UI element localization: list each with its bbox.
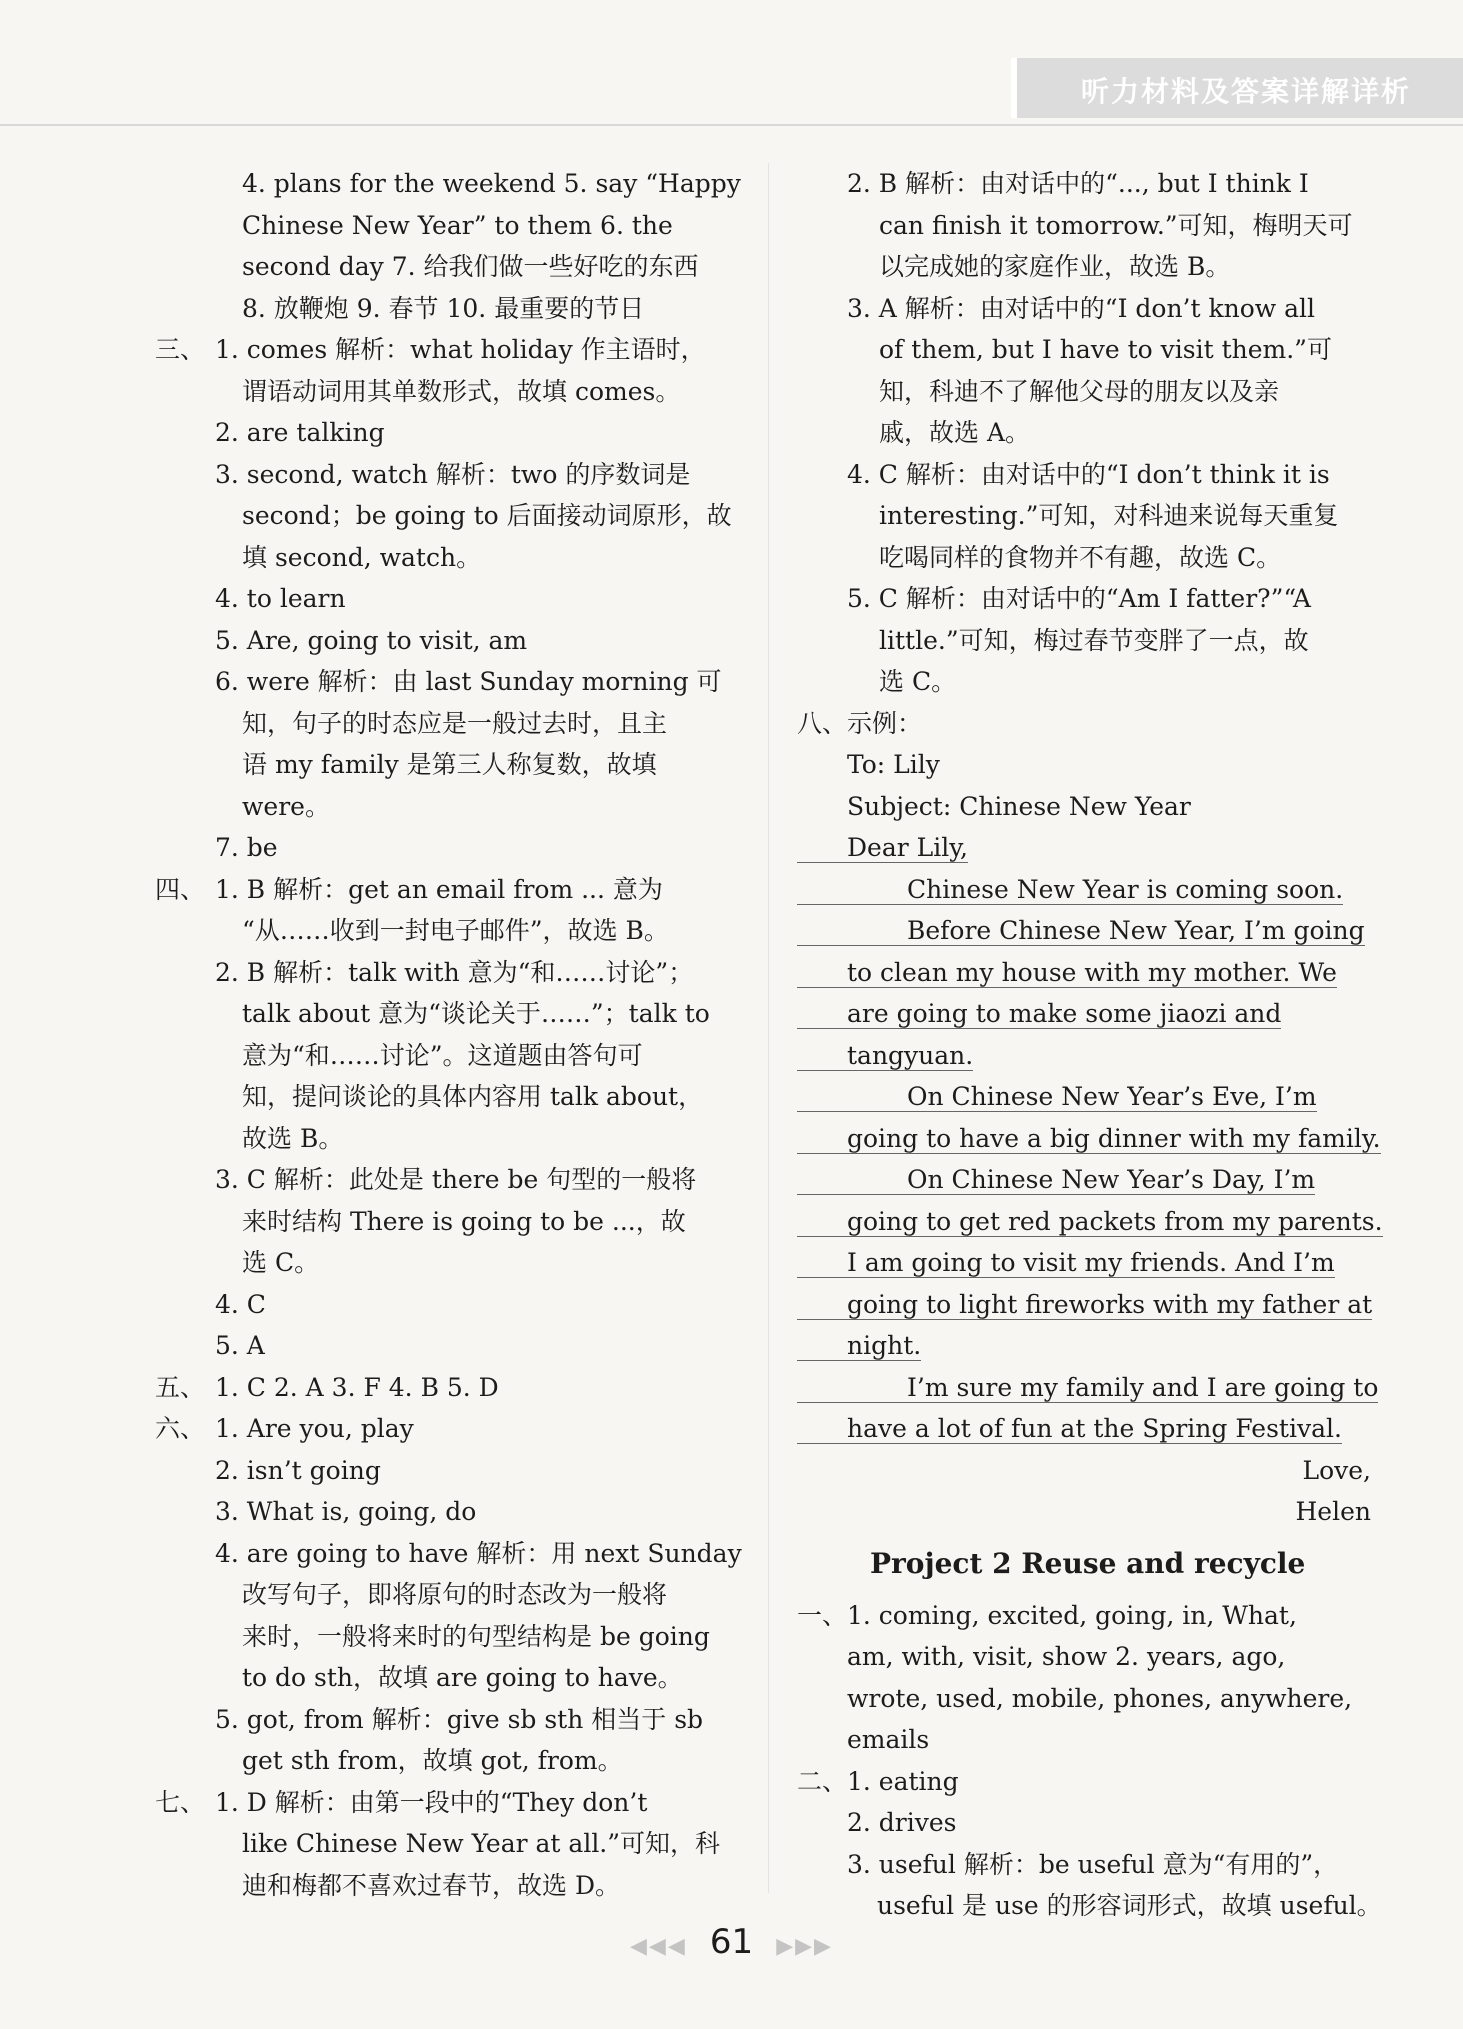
- letter-line: [797, 1367, 1377, 1409]
- answer-text: 迪和梅都不喜欢过春节，故选 D。: [242, 1870, 620, 1900]
- answer-line: [155, 744, 740, 786]
- answer-line: [797, 412, 1377, 454]
- answer-line: [155, 329, 740, 371]
- answer-line: [797, 371, 1377, 413]
- answer-line: [797, 703, 1377, 745]
- answer-text: 1. coming, excited, going, in, What,: [847, 1600, 1297, 1630]
- next-arrows-icon: ▶▶▶: [776, 1934, 833, 1959]
- answer-line: [797, 288, 1377, 330]
- letter-line: [797, 1491, 1377, 1533]
- answer-line: [155, 1616, 740, 1658]
- answer-text: emails: [847, 1725, 930, 1754]
- answer-text: second day 7. 给我们做一些好吃的东西: [242, 252, 699, 281]
- answer-line: [155, 288, 740, 330]
- answer-line: [797, 495, 1377, 537]
- answer-text: 4. C: [215, 1289, 266, 1319]
- answer-line: [155, 1367, 740, 1409]
- answer-line: [155, 786, 740, 828]
- answer-text: 5. got, from 解析：give sb sth 相当于 sb: [215, 1704, 704, 1734]
- answer-text: 八、示例：: [797, 708, 923, 738]
- answer-line: [155, 1865, 740, 1907]
- answer-text: 2. drives: [847, 1808, 957, 1837]
- answer-line: [155, 1657, 740, 1699]
- section-marker: 二、: [797, 1766, 848, 1796]
- header-title: 听力材料及答案详解详析: [1081, 75, 1412, 108]
- answer-text: 故选 B。: [242, 1123, 344, 1153]
- letter-line: [797, 1201, 1383, 1243]
- answer-line: [155, 661, 740, 703]
- answer-text: 6. were 解析：由 last Sunday morning 可: [215, 667, 722, 696]
- letter-text: On Chinese New Year’s Eve, I’m: [797, 1082, 1317, 1112]
- answer-text: 7. be: [215, 833, 278, 862]
- letter-text: Love,: [1302, 1455, 1371, 1485]
- letter-line: [797, 827, 1377, 869]
- letter-line: [797, 952, 1377, 994]
- page-footer: [0, 1922, 1463, 1962]
- letter-text: have a lot of fun at the Spring Festival.: [797, 1414, 1342, 1444]
- answer-line: [155, 1740, 740, 1782]
- answer-text: 5. C 解析：由对话中的“Am I fatter?”“A: [847, 584, 1311, 613]
- answer-line: [797, 205, 1377, 247]
- letter-text: Before Chinese New Year, I’m going: [797, 916, 1365, 946]
- answer-line: [797, 661, 1377, 703]
- answer-text: 1. D 解析：由第一段中的“They don’t: [215, 1787, 648, 1817]
- answer-text: 4. are going to have 解析：用 next Sunday: [215, 1538, 742, 1568]
- answer-text: 2. B 解析：talk with 意为“和……讨论”；: [215, 957, 694, 987]
- answer-text: 吃喝同样的食物并不有趣，故选 C。: [879, 542, 1282, 572]
- section-marker: 五、: [155, 1372, 206, 1402]
- answer-line: [155, 869, 740, 911]
- letter-line: [797, 1325, 1377, 1367]
- answer-text: 2. are talking: [215, 418, 385, 447]
- letter-text: going to have a big dinner with my family.: [797, 1124, 1381, 1154]
- answer-line: [797, 1719, 1377, 1761]
- letter-text: I’m sure my family and I are going to: [797, 1373, 1378, 1403]
- answer-text: 5. Are, going to visit, am: [215, 625, 528, 655]
- answer-line: [155, 412, 740, 454]
- answer-text: 2. B 解析：由对话中的“..., but I think I: [847, 169, 1309, 198]
- answer-line: [155, 1159, 740, 1201]
- answer-text: of them, but I have to visit them.”可: [879, 335, 1332, 364]
- answer-line: [155, 1325, 740, 1367]
- letter-line: [797, 1242, 1377, 1284]
- answer-line: [797, 578, 1377, 620]
- letter-text: To: Lily: [847, 750, 940, 779]
- answer-text: 3. A 解析：由对话中的“I don’t know all: [847, 293, 1316, 323]
- answer-text: can finish it tomorrow.”可知，梅明天可: [879, 210, 1353, 240]
- letter-text: Helen: [1295, 1497, 1371, 1526]
- answer-line: [155, 537, 740, 579]
- answer-line: [155, 1782, 740, 1824]
- answer-line: [155, 952, 740, 994]
- answer-text: 3. second, watch 解析：two 的序数词是: [215, 459, 691, 489]
- letter-line: [797, 1408, 1377, 1450]
- answer-line: [155, 495, 740, 537]
- answer-text: to do sth，故填 are going to have。: [242, 1663, 683, 1692]
- answer-text: 填 second, watch。: [242, 542, 482, 572]
- section-title: Project 2 Reuse and recycle: [870, 1546, 1306, 1580]
- answer-line: [797, 329, 1377, 371]
- answer-line: [155, 993, 740, 1035]
- answer-text: 来时结构 There is going to be ...，故: [242, 1206, 686, 1236]
- answer-text: 以完成她的家庭作业，故选 B。: [879, 252, 1231, 281]
- answer-line: [797, 1636, 1377, 1678]
- answer-line: [155, 1035, 740, 1077]
- answer-text: 5. A: [215, 1331, 265, 1360]
- answer-text: wrote, used, mobile, phones, anywhere,: [847, 1683, 1353, 1713]
- answer-line: [155, 1574, 740, 1616]
- answer-line: [797, 246, 1377, 288]
- column-divider: [768, 163, 769, 1893]
- letter-text: to clean my house with my mother. We: [797, 958, 1337, 988]
- answer-text: 2. isn’t going: [215, 1455, 381, 1485]
- answer-line: [797, 1885, 1382, 1927]
- letter-line: [797, 993, 1377, 1035]
- letter-line: [797, 1450, 1377, 1492]
- letter-line: [797, 1076, 1377, 1118]
- answer-line: [155, 246, 740, 288]
- answer-text: were。: [242, 791, 330, 821]
- answer-line: [155, 827, 740, 869]
- answer-text: get sth from，故填 got, from。: [242, 1746, 623, 1775]
- answer-text: useful 是 use 的形容词形式，故填 useful。: [877, 1891, 1382, 1920]
- answer-text: 谓语动词用其单数形式，故填 comes。: [242, 376, 681, 406]
- letter-text: are going to make some jiaozi and: [797, 999, 1281, 1029]
- answer-line: [155, 1699, 740, 1741]
- answer-text: interesting.”可知，对科迪来说每天重复: [879, 501, 1339, 530]
- answer-text: 3. useful 解析：be useful 意为“有用的”，: [847, 1849, 1339, 1879]
- letter-line: [797, 869, 1377, 911]
- answer-text: talk about 意为“谈论关于……”；talk to: [242, 999, 710, 1028]
- answer-line: [155, 1533, 740, 1575]
- letter-text: Dear Lily,: [797, 833, 968, 863]
- answer-text: like Chinese New Year at all.”可知，科: [242, 1829, 721, 1858]
- section-marker: 四、: [155, 874, 206, 904]
- prev-arrows-icon: ◀◀◀: [630, 1934, 687, 1959]
- letter-text: On Chinese New Year’s Day, I’m: [797, 1165, 1315, 1195]
- header-tab: [1011, 58, 1463, 118]
- right-column: [797, 163, 1383, 1927]
- answer-line: [797, 1595, 1377, 1637]
- letter-text: going to get red packets from my parents.: [797, 1207, 1383, 1237]
- letter-line: [797, 910, 1377, 952]
- answer-text: 意为“和……讨论”。这道题由答句可: [242, 1040, 643, 1070]
- section-marker: 六、: [155, 1414, 206, 1443]
- answer-text: Chinese New Year” to them 6. the: [242, 210, 673, 240]
- answer-line: [155, 163, 740, 205]
- letter-line: [797, 786, 1377, 828]
- answer-text: 语 my family 是第三人称复数，故填: [242, 750, 657, 779]
- answer-line: [155, 910, 740, 952]
- letter-line: [797, 1159, 1377, 1201]
- answer-text: “从……收到一封电子邮件”，故选 B。: [242, 916, 669, 945]
- letter-text: going to light fireworks with my father at: [797, 1290, 1372, 1320]
- answer-text: 来时，一般将来时的句型结构是 be going: [242, 1621, 710, 1651]
- answer-line: [155, 371, 740, 413]
- answer-line: [797, 454, 1377, 496]
- answer-text: am, with, visit, show 2. years, ago,: [847, 1642, 1286, 1671]
- answer-line: [155, 1284, 740, 1326]
- section-marker: 三、: [155, 335, 206, 364]
- answer-text: 4. to learn: [215, 584, 346, 613]
- answer-line: [797, 1844, 1377, 1886]
- page-number: 61: [709, 1922, 754, 1962]
- section-marker: 七、: [155, 1787, 206, 1817]
- answer-text: 3. What is, going, do: [215, 1497, 477, 1526]
- answer-text: 8. 放鞭炮 9. 春节 10. 最重要的节日: [242, 293, 645, 323]
- answer-text: 知，提问谈论的具体内容用 talk about，: [242, 1082, 704, 1111]
- letter-text: Subject: Chinese New Year: [847, 791, 1191, 821]
- letter-text: Chinese New Year is coming soon.: [797, 875, 1343, 905]
- answer-line: [155, 1408, 740, 1450]
- answer-line: [155, 1823, 740, 1865]
- answer-text: 1. comes 解析：what holiday 作主语时，: [215, 335, 706, 364]
- answer-line: [155, 1201, 740, 1243]
- answer-text: second；be going to 后面接动词原形，故: [242, 501, 732, 530]
- letter-text: night.: [797, 1331, 921, 1361]
- letter-line: [797, 744, 1377, 786]
- left-column: [155, 163, 740, 1906]
- letter-line: [797, 1284, 1377, 1326]
- answer-text: little.”可知，梅过春节变胖了一点，故: [879, 625, 1309, 655]
- answer-text: 3. C 解析：此处是 there be 句型的一般将: [215, 1165, 697, 1194]
- answer-line: [155, 454, 740, 496]
- answer-line: [155, 620, 740, 662]
- answer-text: 选 C。: [242, 1248, 320, 1277]
- answer-line: [155, 1450, 740, 1492]
- answer-text: 选 C。: [879, 667, 957, 696]
- answer-line: [797, 1678, 1377, 1720]
- answer-text: 改写句子，即将原句的时态改为一般将: [242, 1580, 668, 1609]
- answer-line: [155, 703, 740, 745]
- answer-line: [155, 1491, 740, 1533]
- section-marker: 一、: [797, 1600, 848, 1630]
- answer-line: [797, 1761, 1377, 1803]
- answer-line: [155, 205, 740, 247]
- answer-line: [155, 1076, 740, 1118]
- letter-line: [797, 1035, 1377, 1077]
- letter-text: I am going to visit my friends. And I’m: [797, 1248, 1335, 1278]
- answer-line: [797, 1802, 1377, 1844]
- answer-line: [797, 620, 1377, 662]
- answer-text: 1. C 2. A 3. F 4. B 5. D: [215, 1372, 499, 1402]
- answer-line: [155, 1118, 740, 1160]
- answer-text: 1. Are you, play: [215, 1414, 414, 1443]
- answer-line: [155, 578, 740, 620]
- answer-text: 4. plans for the weekend 5. say “Happy: [242, 169, 741, 198]
- answer-text: 知，科迪不了解他父母的朋友以及亲: [879, 376, 1280, 406]
- answer-text: 知，句子的时态应是一般过去时，且主: [242, 708, 668, 738]
- answer-text: 1. B 解析：get an email from ... 意为: [215, 874, 663, 904]
- header-rule: [0, 124, 1463, 126]
- answer-text: 戚，故选 A。: [879, 418, 1031, 447]
- answer-line: [155, 1242, 740, 1284]
- answer-line: [797, 163, 1377, 205]
- answer-text: 1. eating: [847, 1766, 959, 1796]
- letter-line: [797, 1118, 1381, 1160]
- letter-text: tangyuan.: [797, 1041, 973, 1071]
- answer-line: [797, 537, 1377, 579]
- answer-text: 4. C 解析：由对话中的“I don’t think it is: [847, 459, 1330, 489]
